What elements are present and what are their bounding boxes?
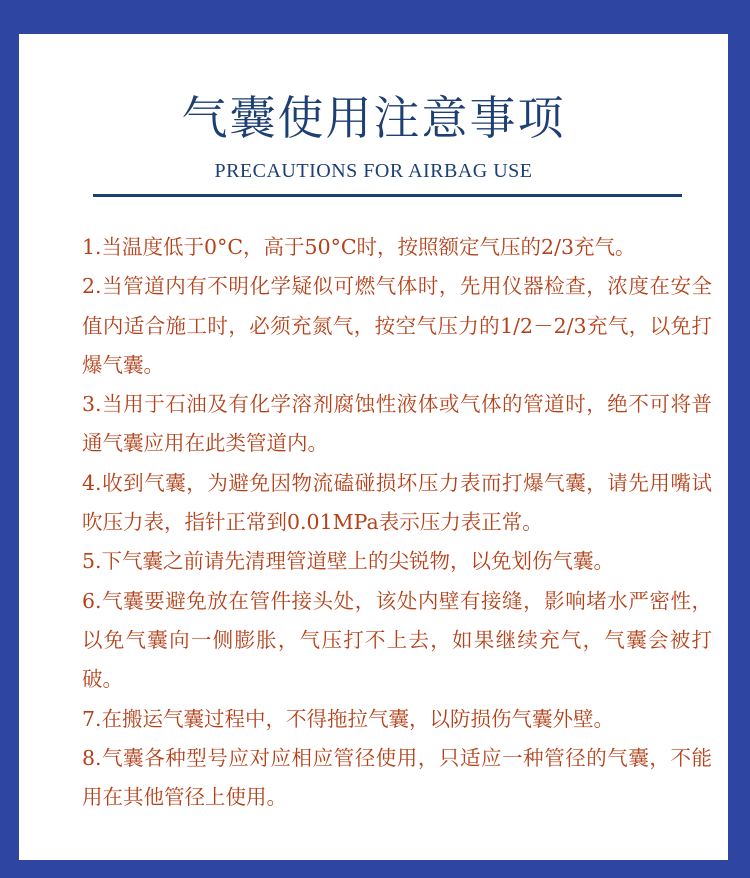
page-title: 气囊使用注意事项 [181,91,566,145]
precaution-item-1: 1.当温度低于0°C，高于50°C时，按照额定气压的2/3充气。 [82,235,636,259]
precaution-item-3: 3.当用于石油及有化学溶剂腐蚀性液体或气体的管道时，绝不可将普通气囊应用在此类管道内。 [82,392,712,456]
precaution-item-6: 6.气囊要避免放在管件接头处，该处内壁有接缝，影响堵水严密性，以免气囊向一侧膨胀，气压打不上去，如果继续充气，气囊会被打破。 [82,588,712,692]
notice-card [19,34,728,860]
precaution-item-2: 2.当管道内有不明化学疑似可燃气体时，先用仪器检查，浓度在安全值内适合施工时，必须充氮气，按空气压力的1/2－2/3充气，以免打爆气囊。 [82,274,712,377]
precaution-item-4: 4.收到气囊，为避免因物流磕碰损坏压力表而打爆气囊，请先用嘴试吹压力表，指针正常到0.01MPa表示压力表正常。 [82,470,712,535]
precaution-item-5: 5.下气囊之前请先清理管道壁上的尖锐物，以免划伤气囊。 [82,549,615,574]
page-subtitle: PRECAUTIONS FOR AIRBAG USE [214,160,533,182]
precaution-item-7: 7.在搬运气囊过程中，不得拖拉气囊，以防损伤气囊外壁。 [82,706,615,731]
title-divider [93,194,682,197]
precautions-list [82,228,712,817]
precaution-item-8: 8.气囊各种型号应对应相应管径使用，只适应一种管径的气囊，不能用在其他管径上使用。 [82,745,712,810]
